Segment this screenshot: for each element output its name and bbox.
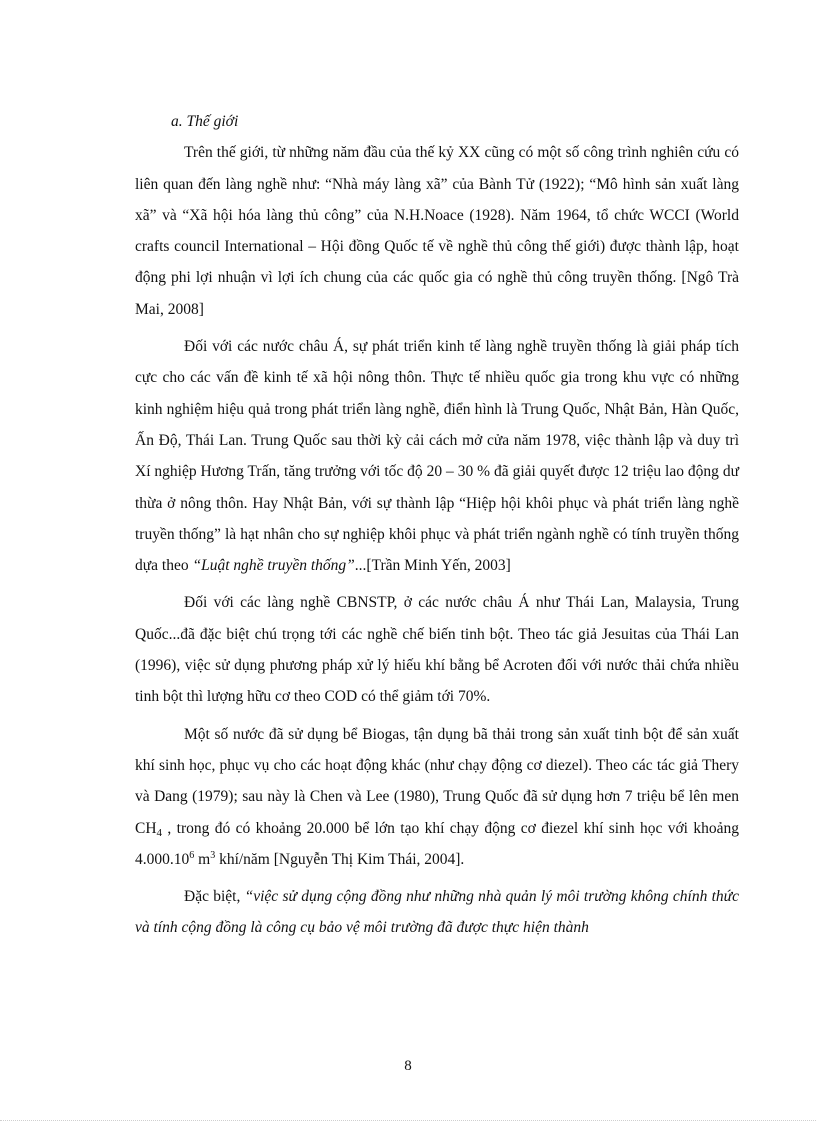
- paragraph-starch-processing: Đối với các làng nghề CBNSTP, ở các nước châu Á như Thái Lan, Malaysia, Trung Quốc...đã đặc biệt chú trọng tới các nghề chế biến tinh bột. Theo tác giả Jesuitas của Thái Lan (1996), việc sử dụng phương pháp xử lý hiếu khí bằng bể Acroten đối với nước thải chứa nhiều tinh bột thì lượng hữu cơ theo COD có thể giảm tới 70%.: [135, 594, 739, 706]
- paragraph-asia-craft-villages: [135, 331, 739, 581]
- community-lead: Đặc biệt,: [184, 888, 245, 906]
- paragraph-community-management: [135, 881, 739, 944]
- document-body: [135, 106, 739, 950]
- ch4-subscript: 4: [156, 826, 163, 839]
- paragraph-biogas: [135, 719, 739, 875]
- biogas-text-c: m: [194, 850, 211, 868]
- exponent-6: 6: [189, 849, 195, 861]
- biogas-text-a: Một số nước đã sử dụng bể Biogas, tận dụng bã thải trong sản xuất tinh bột để sản xuất khí sinh học, phục vụ cho các hoạt động khác (như chạy động cơ diezel). Theo các tác giả Thery và Dang (1979); sau này là Chen và Lee (1980), Trung Quốc đã sử dụng hơn 7 triệu bể lên men CH: [135, 725, 739, 837]
- law-title-italic: “Luật nghề truyền thống”: [192, 557, 355, 575]
- page-bottom-rule: [0, 1120, 816, 1121]
- biogas-text-d: khí/năm [Nguyễn Thị Kim Thái, 2004].: [215, 850, 465, 868]
- citation-tran-minh-yen: ...[Trần Minh Yến, 2003]: [354, 557, 511, 575]
- paragraph-asia-text: Đối với các nước châu Á, sự phát triển kinh tế làng nghề truyền thống là giải pháp tích cực cho các vấn đề kinh tế xã hội nông thôn. Thực tế nhiều quốc gia trong khu vực có những kinh nghiệm hiệu quả trong phát triển làng nghề, điển hình là Trung Quốc, Nhật Bản, Hàn Quốc, Ấn Độ, Thái Lan. Trung Quốc sau thời kỳ cải cách mở cửa năm 1978, việc thành lập và duy trì Xí nghiệp Hương Trấn, tăng trưởng với tốc độ 20 – 30 % đã giải quyết được 12 triệu lao động dư thừa ở nông thôn. Hay Nhật Bản, với sự thành lập “Hiệp hội khôi phục và phát triển làng nghề truyền thống” là hạt nhân cho sự nghiệp khôi phục và phát triển ngành nghề có tính truyền thống dựa theo: [135, 338, 739, 575]
- paragraph-world-research: Trên thế giới, từ những năm đầu của thế kỷ XX cũng có một số công trình nghiên cứu có liên quan đến làng nghề như: “Nhà máy làng xã” của Bành Tử (1922); “Mô hình sản xuất làng xã” và “Xã hội hóa làng thủ công” của N.H.Noace (1928). Năm 1964, tổ chức WCCI (World crafts council International – Hội đồng Quốc tế về nghề thủ công thế giới) được thành lập, hoạt động phi lợi nhuận vì lợi ích chung của các quốc gia có nghề thủ công truyền thống. [Ngô Trà Mai, 2008]: [135, 144, 739, 318]
- page-number: 8: [404, 1058, 412, 1074]
- biogas-text-b: , trong đó có khoảng 20.000 bể lớn tạo khí chạy động cơ điezel khí sinh học với khoảng 4.000.10: [135, 819, 739, 868]
- exponent-3: 3: [210, 849, 216, 861]
- section-heading: a. Thế giới: [171, 113, 239, 130]
- community-quote-italic: “việc sử dụng cộng đồng như những nhà quản lý môi trường không chính thức và tính cộng đồng là công cụ bảo vệ môi trường đã được thực hiện thành: [135, 888, 739, 937]
